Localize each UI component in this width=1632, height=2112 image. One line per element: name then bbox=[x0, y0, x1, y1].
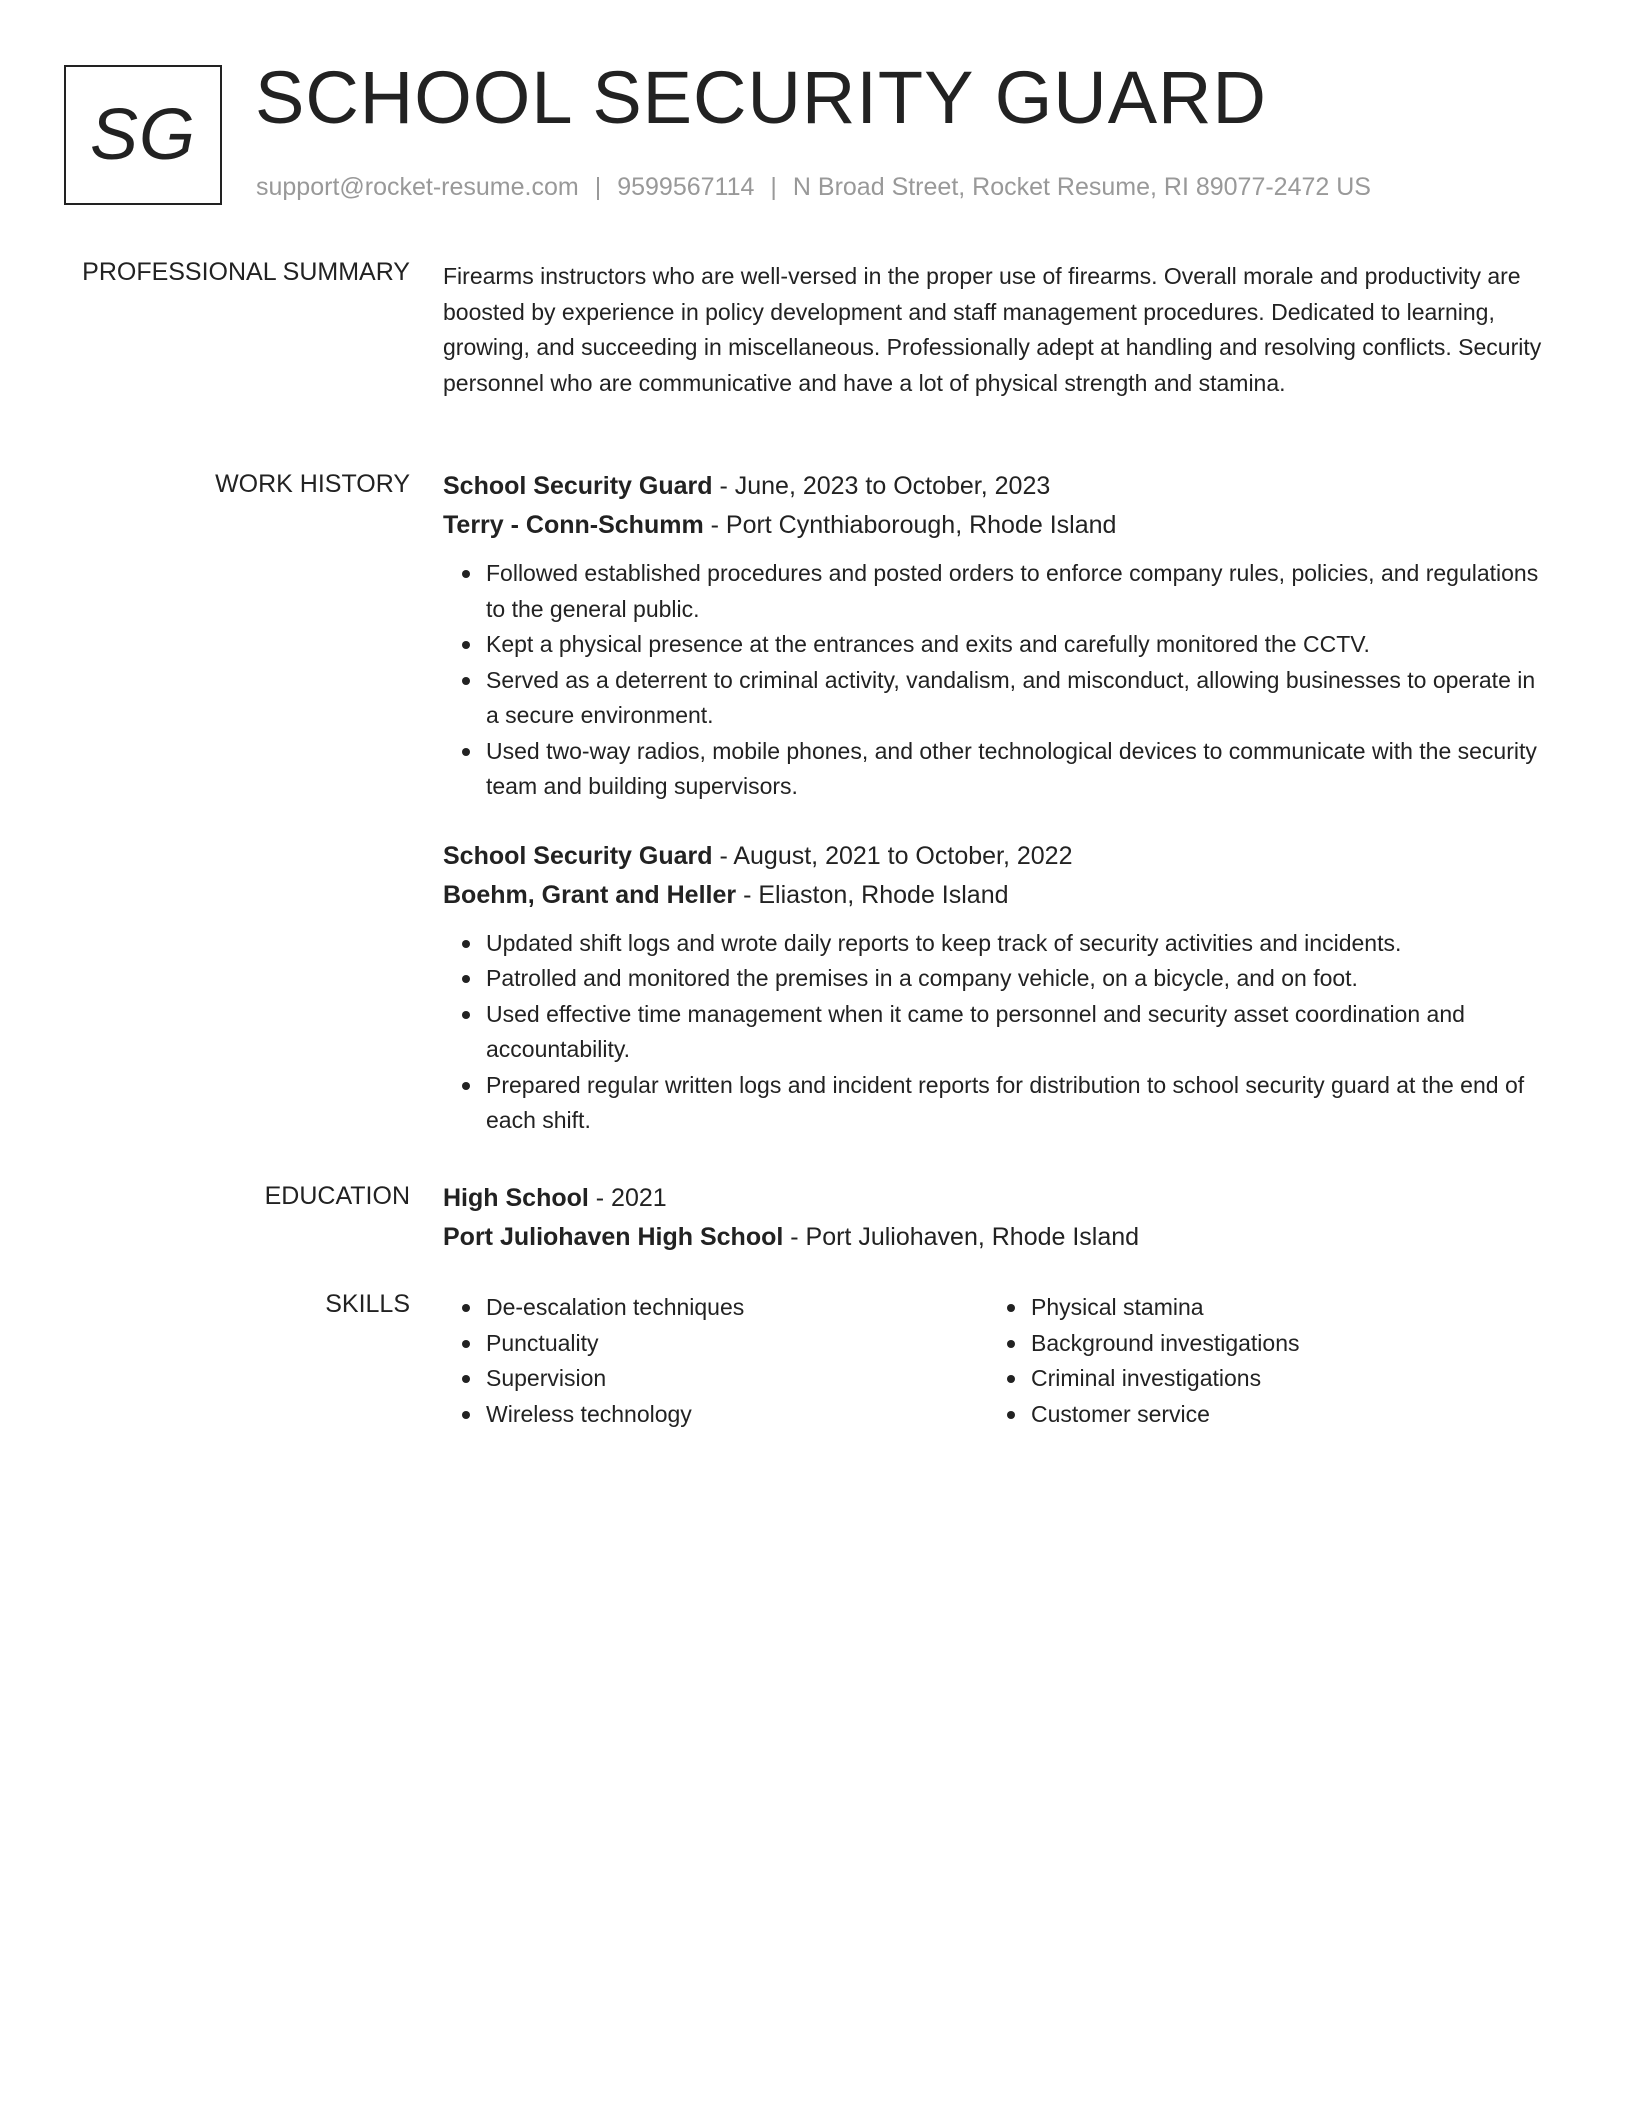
skills-list bbox=[988, 1290, 1533, 1432]
job-company: Boehm, Grant and Heller bbox=[443, 880, 737, 909]
skills-column-right bbox=[988, 1290, 1533, 1432]
monogram-initials: SG bbox=[89, 95, 197, 175]
resume-title: SCHOOL SECURITY GUARD bbox=[255, 56, 1267, 139]
job-duty: Used effective time management when it came to personnel and security asset coordination and accountability. bbox=[486, 997, 1543, 1068]
contact-line bbox=[256, 173, 1371, 202]
job-duty: Updated shift logs and wrote daily reports to keep track of security activities and incidents. bbox=[486, 926, 1543, 962]
skill-item: De-escalation techniques bbox=[486, 1290, 988, 1326]
job-company: Terry - Conn-Schumm bbox=[443, 511, 704, 539]
education-degree: High School bbox=[443, 1184, 589, 1212]
skill-item: Supervision bbox=[486, 1361, 988, 1397]
job-duty: Used two-way radios, mobile phones, and other technological devices to communicate with the security team and building supervisors. bbox=[486, 734, 1543, 805]
skills-heading: SKILLS bbox=[325, 1290, 410, 1318]
job-company-line bbox=[443, 506, 1543, 545]
contact-separator: | bbox=[594, 173, 602, 201]
job-duty: Patrolled and monitored the premises in a company vehicle, on a bicycle, and on foot. bbox=[486, 961, 1543, 997]
education-school: Port Juliohaven High School bbox=[443, 1223, 784, 1251]
job-duty: Served as a deterrent to criminal activity, vandalism, and misconduct, allowing businesses to operate in a secure environment. bbox=[486, 663, 1543, 734]
monogram-box bbox=[64, 65, 222, 205]
job-title-line bbox=[443, 467, 1543, 506]
education-heading: EDUCATION bbox=[264, 1182, 410, 1210]
job-duty: Kept a physical presence at the entrances and exits and carefully monitored the CCTV. bbox=[486, 627, 1543, 663]
skill-item: Customer service bbox=[1031, 1397, 1533, 1433]
summary-text: Firearms instructors who are well-versed in the proper use of firearms. Overall morale and productivity are boosted by experience in policy development and staff management procedures. Dedicated to learning, growing, and succeeding in miscellaneous. Professionally adept at handling and resolving conflicts. Security personnel who are communicative and have a lot of physical strength and stamina. bbox=[443, 263, 1542, 396]
education-degree-line bbox=[443, 1179, 1543, 1218]
job-duties-list bbox=[443, 926, 1543, 1139]
job-location: - Eliaston, Rhode Island bbox=[736, 880, 1009, 909]
work-history-heading: WORK HISTORY bbox=[215, 470, 410, 498]
job-company-line bbox=[443, 876, 1543, 915]
skill-item: Punctuality bbox=[486, 1326, 988, 1362]
job-duty: Prepared regular written logs and incident reports for distribution to school security guard at the end of each shift. bbox=[486, 1068, 1543, 1139]
skill-item: Criminal investigations bbox=[1031, 1361, 1533, 1397]
job-entry bbox=[443, 467, 1543, 805]
education-year: - 2021 bbox=[588, 1184, 667, 1212]
job-title: School Security Guard bbox=[443, 472, 713, 500]
job-dates: - June, 2023 to October, 2023 bbox=[712, 472, 1051, 500]
skill-item: Physical stamina bbox=[1031, 1290, 1533, 1326]
job-location: - Port Cynthiaborough, Rhode Island bbox=[703, 511, 1117, 539]
skills-grid bbox=[443, 1290, 1543, 1432]
job-title: School Security Guard bbox=[443, 841, 713, 870]
contact-separator: | bbox=[770, 173, 777, 201]
job-duties-list bbox=[443, 556, 1543, 805]
contact-address: N Broad Street, Rocket Resume, RI 89077-2472 US bbox=[792, 173, 1371, 201]
education-school-line bbox=[443, 1218, 1543, 1257]
contact-email: support@rocket-resume.com bbox=[256, 173, 579, 201]
job-dates: - August, 2021 to October, 2022 bbox=[712, 841, 1073, 870]
skill-item: Background investigations bbox=[1031, 1326, 1533, 1362]
contact-phone: 9599567114 bbox=[617, 173, 755, 201]
job-entry bbox=[443, 837, 1543, 1139]
skill-item: Wireless technology bbox=[486, 1397, 988, 1433]
skills-list bbox=[443, 1290, 988, 1432]
job-duty: Followed established procedures and posted orders to enforce company rules, policies, and regulations to the general public. bbox=[486, 556, 1543, 627]
skills-column-left bbox=[443, 1290, 988, 1432]
job-title-line bbox=[443, 837, 1543, 876]
summary-heading: PROFESSIONAL SUMMARY bbox=[82, 258, 410, 286]
education-location: - Port Juliohaven, Rhode Island bbox=[783, 1223, 1140, 1251]
